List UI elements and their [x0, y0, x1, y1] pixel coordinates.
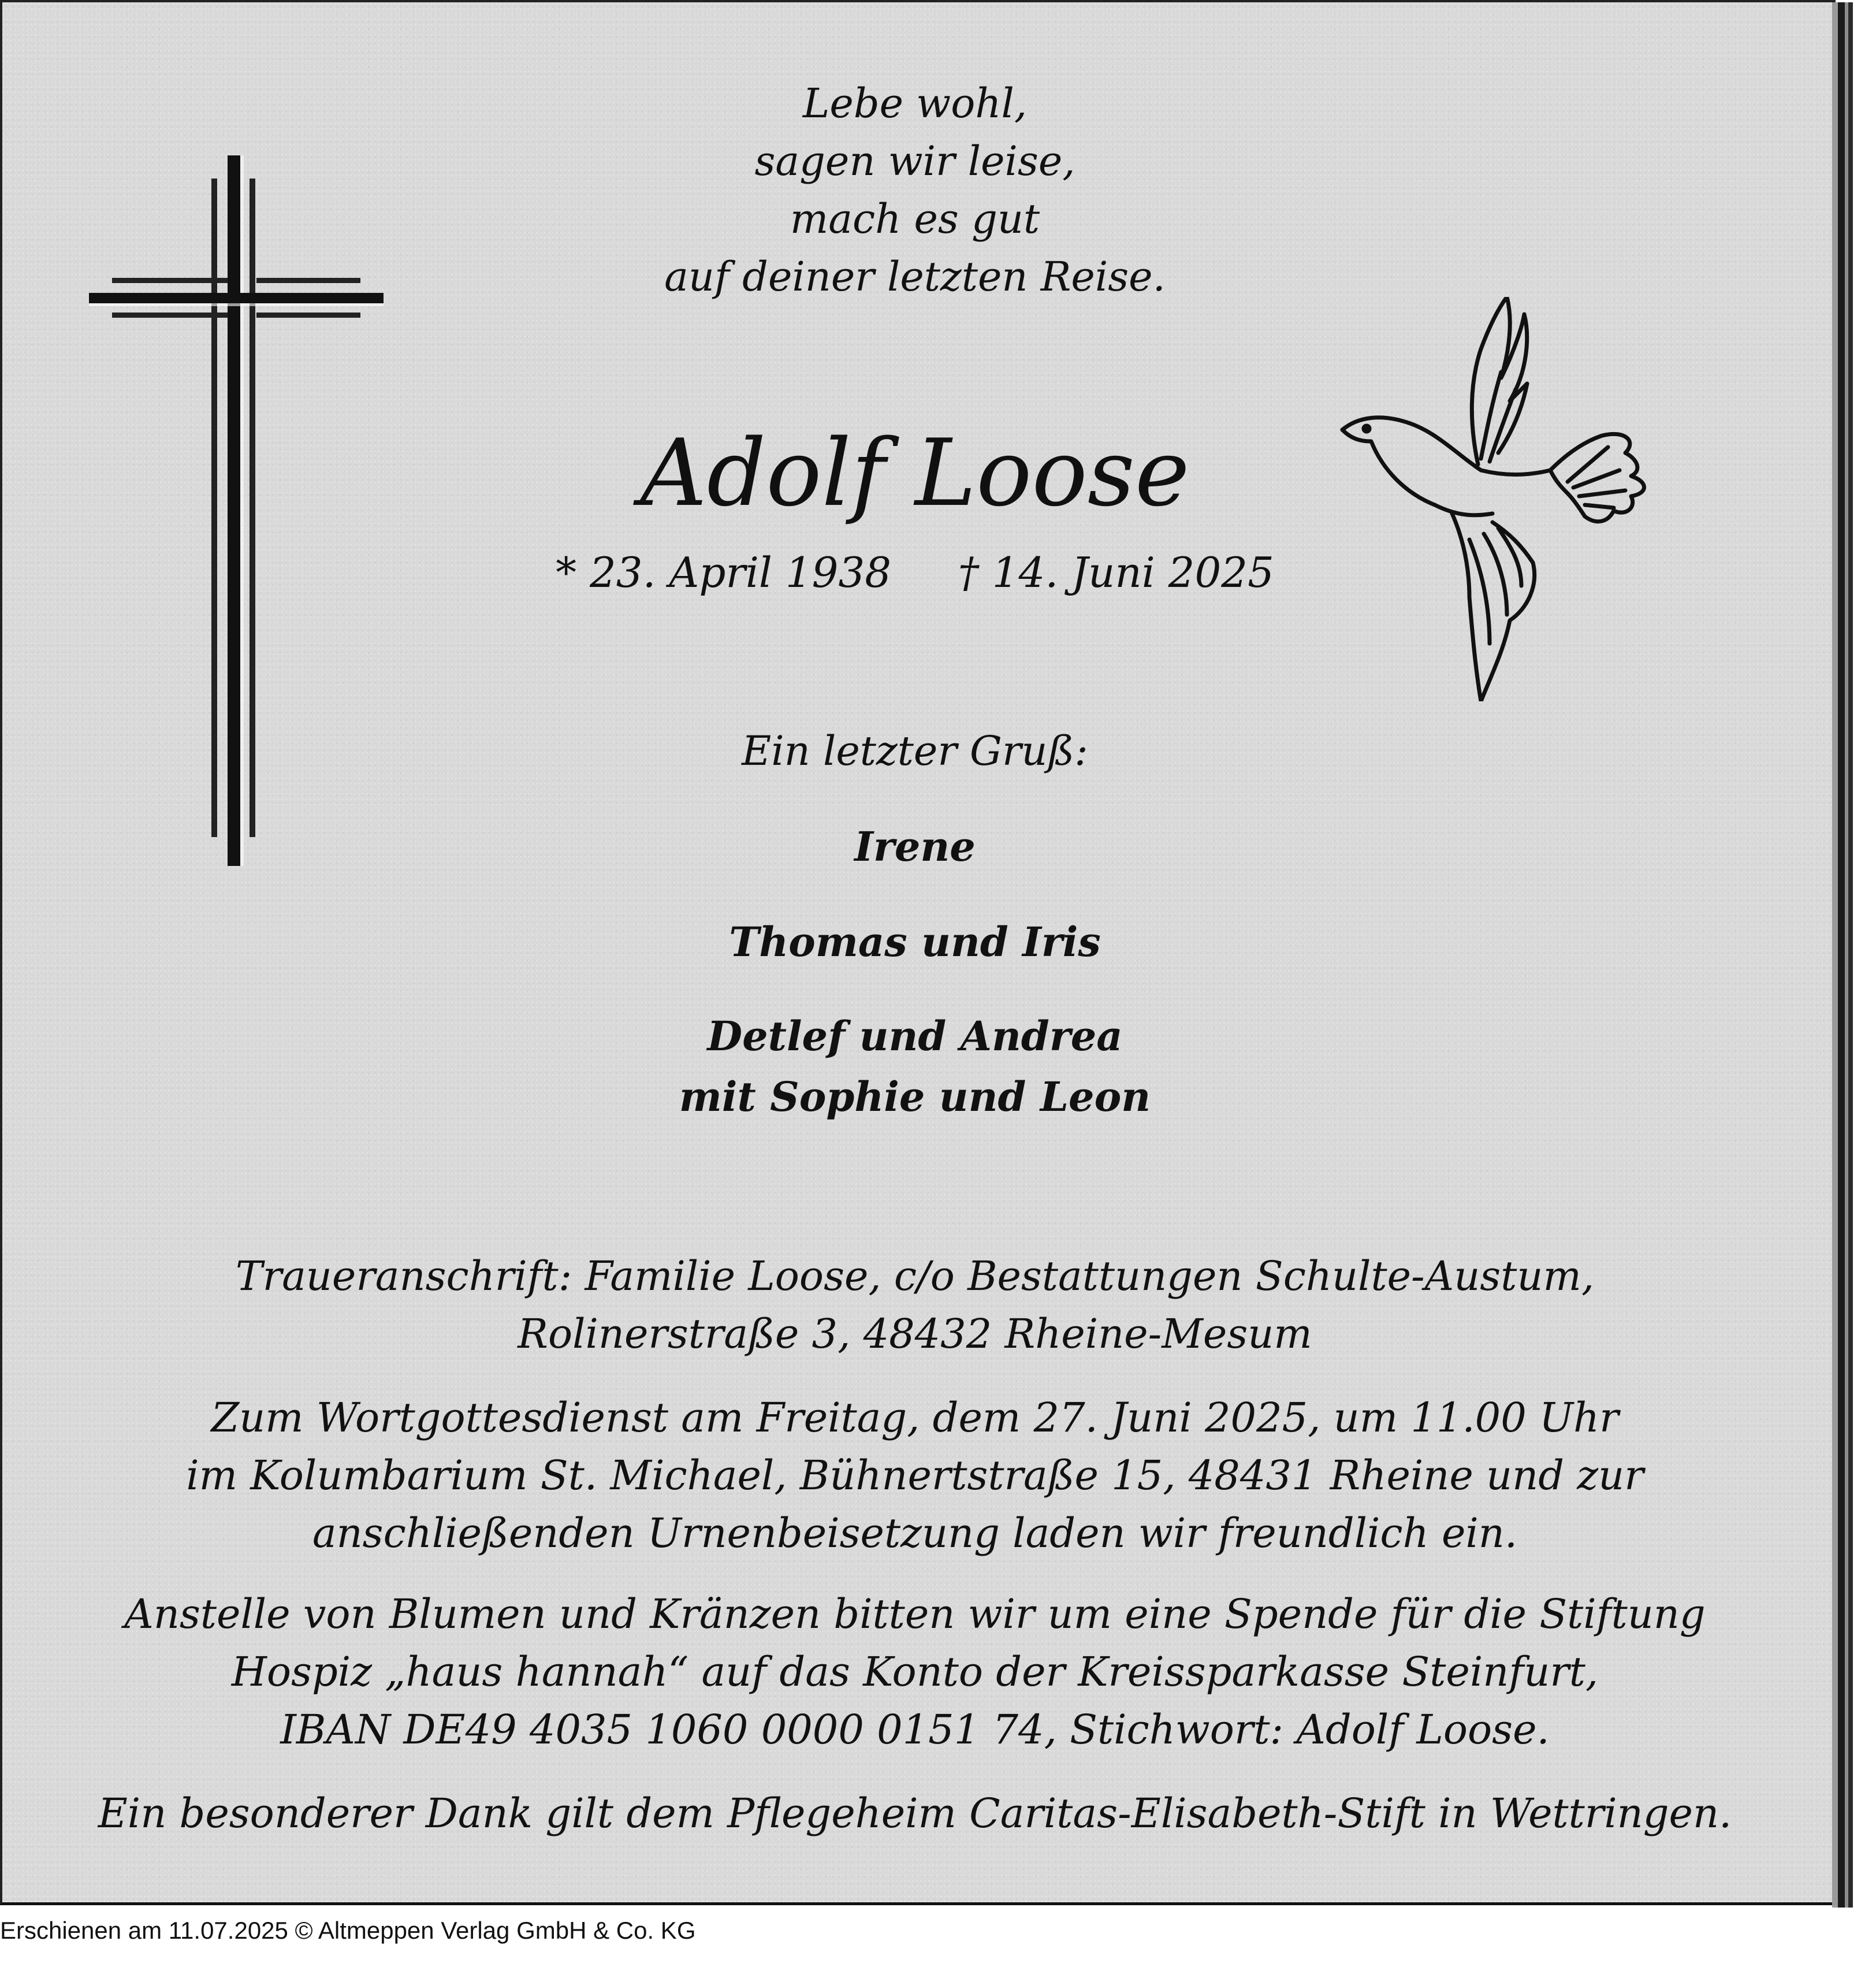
donation-block	[2, 1585, 1827, 1758]
service-block	[2, 1389, 1827, 1562]
mourner: Detlef und Andrea	[707, 1012, 1123, 1060]
greeting: Ein letzter Gruß:	[742, 727, 1088, 775]
mourner: mit Sophie und Leon	[679, 1073, 1151, 1121]
service-line: anschließenden Urnenbeisetzung laden wir freundlich ein.	[312, 1509, 1518, 1557]
deceased-name: Adolf Loose	[640, 419, 1190, 527]
donation-line: Hospiz „haus hannah“ auf das Konto der Kreissparkasse Steinfurt,	[231, 1648, 1599, 1696]
mourner: Irene	[854, 823, 976, 871]
card-edge	[1838, 2, 1845, 1908]
service-line: im Kolumbarium St. Michael, Bühnertstraße 15, 48431 Rheine und zur	[186, 1452, 1644, 1499]
thanks-line: Ein besonderer Dank gilt dem Pflegeheim Caritas-Elisabeth-Stift in Wettringen.	[98, 1790, 1732, 1837]
donation-line: Anstelle von Blumen und Kränzen bitten wir um eine Spende für die Stiftung	[124, 1590, 1706, 1638]
service-line: Zum Wortgottesdienst am Freitag, dem 27. Juni 2025, um 11.00 Uhr	[211, 1394, 1619, 1441]
address-line: Rolinerstraße 3, 48432 Rheine-Mesum	[518, 1310, 1312, 1358]
poem-line: mach es gut	[790, 195, 1040, 243]
birth-date: * 23. April 1938	[556, 548, 892, 597]
card-edge	[1832, 2, 1838, 1908]
poem-line: sagen wir leise,	[754, 137, 1075, 185]
mourner: Thomas und Iris	[729, 918, 1101, 966]
address-line: Traueranschrift: Familie Loose, c/o Bestattungen Schulte-Austum,	[235, 1252, 1595, 1300]
donation-line: IBAN DE49 4035 1060 0000 0151 74, Stichwort: Adolf Loose.	[280, 1706, 1550, 1753]
address-block	[2, 1247, 1827, 1363]
life-dates	[2, 548, 1827, 597]
publication-footer: Erschienen am 11.07.2025 © Altmeppen Verlag GmbH & Co. KG	[0, 1917, 696, 1944]
poem-line: auf deiner letzten Reise.	[664, 253, 1166, 300]
card-edge	[1848, 2, 1853, 1908]
death-date: † 14. Juni 2025	[958, 548, 1274, 597]
poem	[2, 75, 1827, 306]
poem-line: Lebe wohl,	[802, 80, 1028, 127]
